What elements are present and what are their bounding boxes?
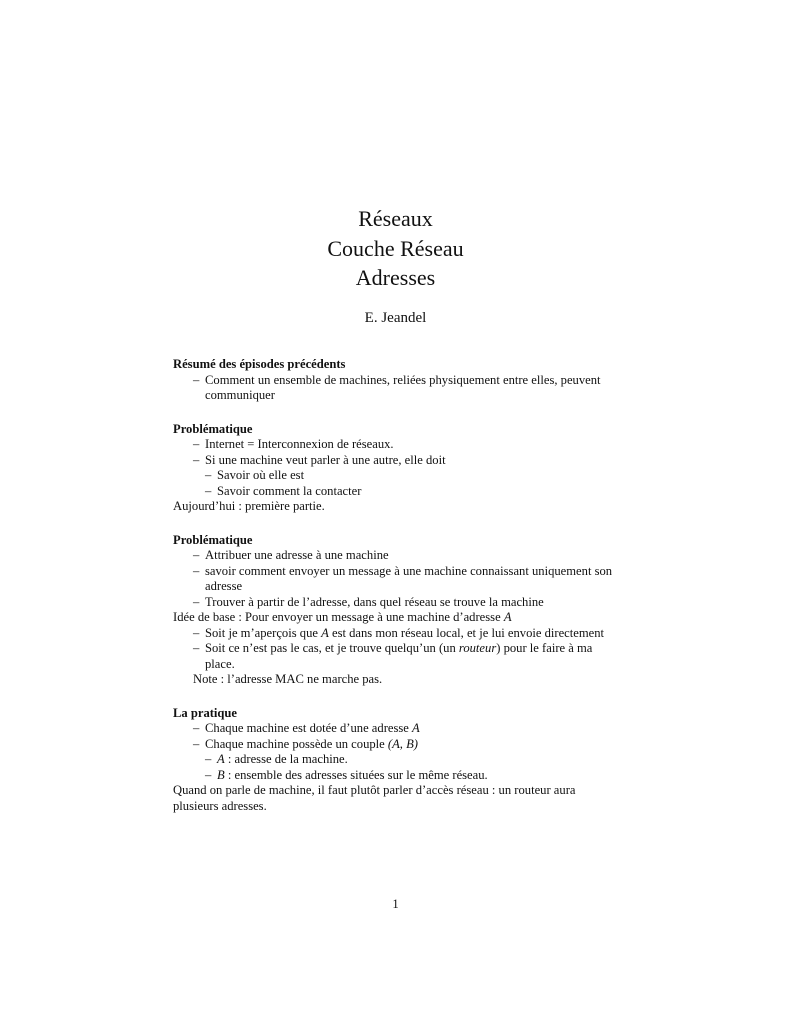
document-body	[173, 357, 619, 832]
item-text: : adresse de la machine.	[224, 752, 348, 766]
title-line-2: Couche Réseau	[327, 235, 464, 261]
section-footer: Aujourd’hui : première partie.	[173, 499, 325, 513]
list-item: – Internet = Interconnexion de réseaux.	[173, 437, 619, 453]
item-text: Chaque machine possède un couple	[205, 736, 388, 751]
item-text: : ensemble des adresses situées sur le même réseau.	[224, 767, 488, 782]
math-var: (A, B)	[387, 736, 418, 751]
idea-list	[173, 626, 619, 673]
note: Note : l’adresse MAC ne marche pas.	[193, 672, 383, 686]
list-item: – savoir comment envoyer un message à une machine connaissant uniquement son adresse	[173, 564, 619, 595]
sub-list-item	[173, 752, 619, 768]
title-line-3: Adresses	[355, 265, 436, 290]
math-var: A	[321, 625, 329, 640]
item-text: est dans mon réseau local, et je lui envoie directement	[328, 625, 605, 640]
sub-list-item: – Savoir où elle est	[173, 468, 619, 484]
author: E. Jeandel	[364, 310, 427, 326]
title-line-1: Réseaux	[358, 206, 433, 231]
idea-text: Idée de base : Pour envoyer un message à une machine d’adresse	[173, 610, 504, 624]
list-item: – Si une machine veut parler à une autre, elle doit	[173, 453, 619, 469]
section-heading: La pratique	[173, 705, 238, 720]
section-heading: Résumé des épisodes précédents	[173, 357, 346, 371]
list-item	[173, 721, 619, 737]
bullet-list	[173, 548, 619, 610]
item-text: Soit je m’aperçois que	[205, 625, 322, 640]
item-text: Chaque machine est dotée d’une adresse	[205, 721, 413, 735]
bullet-list	[173, 437, 619, 499]
list-item	[173, 737, 619, 753]
section-problematique-2	[173, 533, 619, 688]
document-title	[0, 204, 791, 293]
item-text: Soit ce n’est pas le cas, et je trouve quelqu’un (un	[205, 641, 459, 655]
list-item: – Comment un ensemble de machines, reliées physiquement entre elles, peuvent communiquer	[173, 373, 619, 404]
section-heading: Problématique	[173, 532, 253, 547]
section-resume	[173, 357, 619, 404]
list-item: – Trouver à partir de l’adresse, dans quel réseau se trouve la machine	[173, 595, 619, 611]
math-var: A	[503, 610, 512, 624]
math-var: A	[412, 721, 420, 735]
item-text: ) pour le faire à ma place.	[205, 641, 593, 671]
math-var: A	[217, 752, 225, 766]
bullet-list	[173, 721, 619, 783]
idea-line	[173, 610, 619, 626]
section-heading: Problématique	[173, 421, 253, 436]
section-footer: Quand on parle de machine, il faut plutôt parler d’accès réseau : un routeur aura plusieurs adresses.	[173, 783, 576, 813]
list-item	[173, 626, 619, 642]
sub-list-item: – Savoir comment la contacter	[173, 484, 619, 500]
list-item	[173, 641, 619, 672]
section-problematique-1	[173, 422, 619, 515]
emphasis: routeur	[458, 641, 497, 655]
page-number: 1	[392, 897, 399, 911]
section-pratique	[173, 706, 619, 815]
sub-list-item	[173, 768, 619, 784]
math-var: B	[217, 767, 225, 782]
list-item: – Attribuer une adresse à une machine	[173, 548, 619, 564]
bullet-list	[173, 373, 619, 404]
